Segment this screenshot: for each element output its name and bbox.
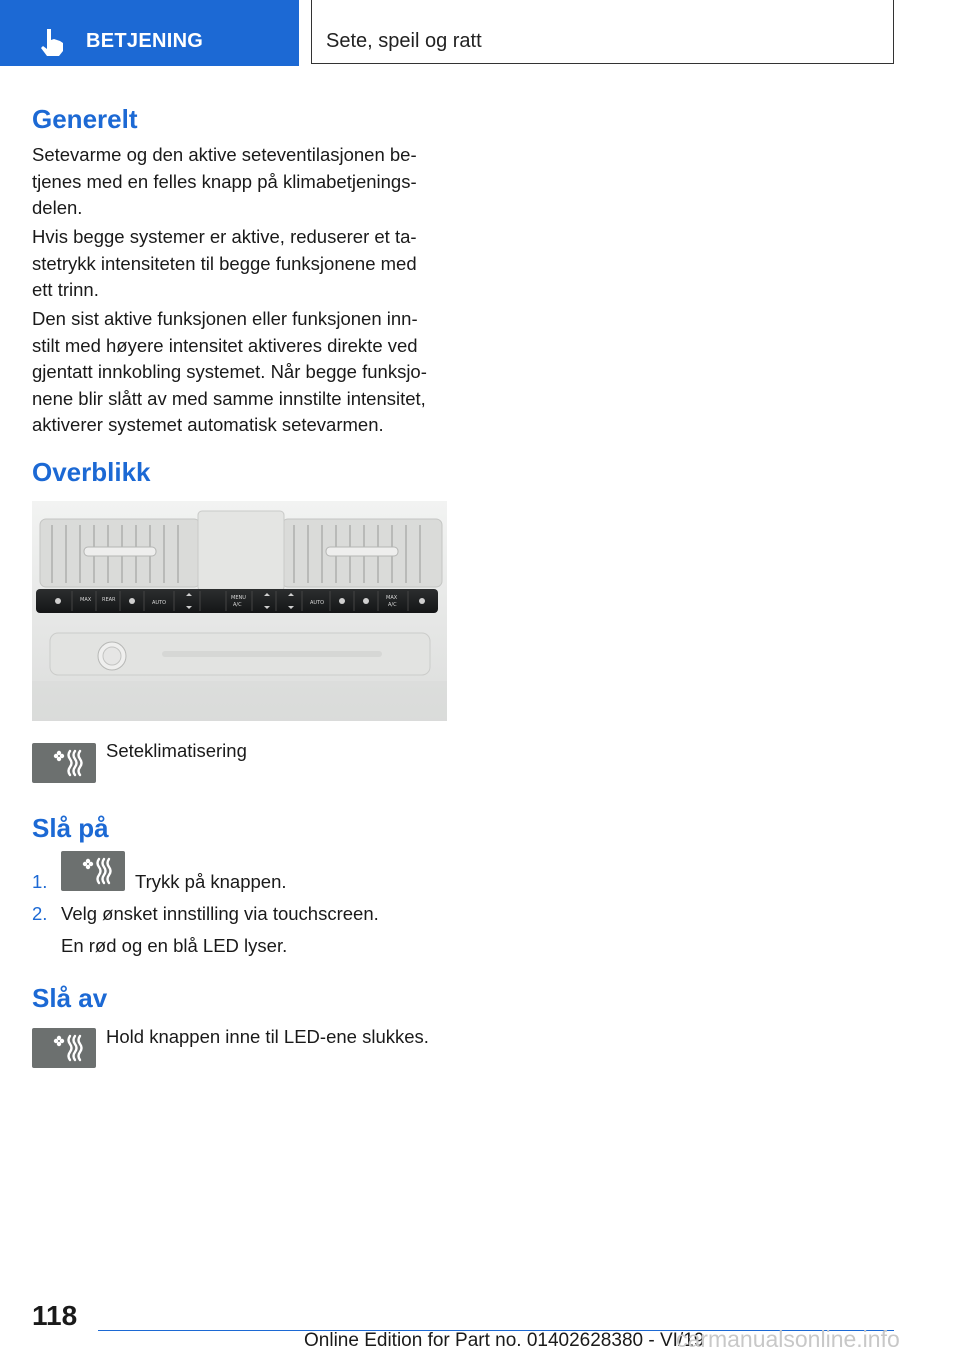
panel-label-max-right: MAX [386, 595, 398, 601]
panel-label-ac-right: A/C [388, 602, 397, 608]
climate-panel-illustration [32, 501, 447, 721]
panel-label-auto-left: AUTO [152, 600, 167, 606]
heading-switch-off: Slå av [32, 983, 108, 1013]
panel-label-menu: MENU [231, 595, 246, 601]
step-note: En rød og en blå LED lyser. [61, 935, 288, 956]
paragraph-2: Hvis begge systemer er aktive, reduserer et ta- stetrykk intensiteten til begge funksjonene med ett trinn. [32, 226, 417, 300]
page-number: 118 [32, 1300, 78, 1331]
watermark: carmanualsonline.info [676, 1326, 900, 1352]
caption-seat-climate: Seteklimatisering [106, 740, 247, 761]
panel-label-max: MAX [80, 597, 92, 603]
section-header [311, 0, 894, 64]
seat-climate-icon [32, 743, 96, 783]
switch-off-text: Hold knappen inne til LED-ene slukkes. [106, 1026, 429, 1047]
hand-pointer-icon [38, 27, 66, 57]
footer-edition: Online Edition for Part no. 01402628380 - VI/19 [304, 1330, 705, 1351]
panel-label-rear: REAR [102, 597, 116, 603]
chapter-tab[interactable] [0, 0, 299, 66]
heading-overview: Overblikk [32, 457, 151, 487]
paragraph-3: Den sist aktive funksjonen eller funksjonen inn- stilt med høyere intensitet aktiveres direkte ved gjentatt innkobling systemet. Når begge funksjo- nene blir slått av med samme innstilte intensitet, aktiverer systemet automatisk setevarmen. [32, 308, 427, 435]
seat-climate-icon [32, 1028, 96, 1068]
section-title: Sete, speil og ratt [326, 30, 482, 52]
seat-climate-icon [61, 851, 125, 891]
chapter-title: BETJENING [86, 30, 204, 52]
panel-label-auto-right: AUTO [310, 600, 325, 606]
step-text-2: Velg ønsket innstilling via touchscreen. [61, 903, 379, 924]
step-number-1: 1. [32, 871, 48, 892]
climate-panel-photo [32, 501, 447, 721]
step-number-2: 2. [32, 903, 48, 924]
heading-switch-on: Slå på [32, 813, 109, 843]
heading-general: Generelt [32, 104, 138, 134]
paragraph-1: Setevarme og den aktive seteventilasjonen be- tjenes med en felles knapp på klimabetjenings- delen. [32, 144, 417, 218]
panel-label-ac-center: A/C [233, 602, 242, 608]
seat-climate-button[interactable] [32, 743, 96, 783]
step-text-1: Trykk på knappen. [135, 871, 287, 892]
seat-climate-button-step[interactable] [61, 851, 125, 891]
seat-climate-button-off[interactable] [32, 1028, 96, 1068]
